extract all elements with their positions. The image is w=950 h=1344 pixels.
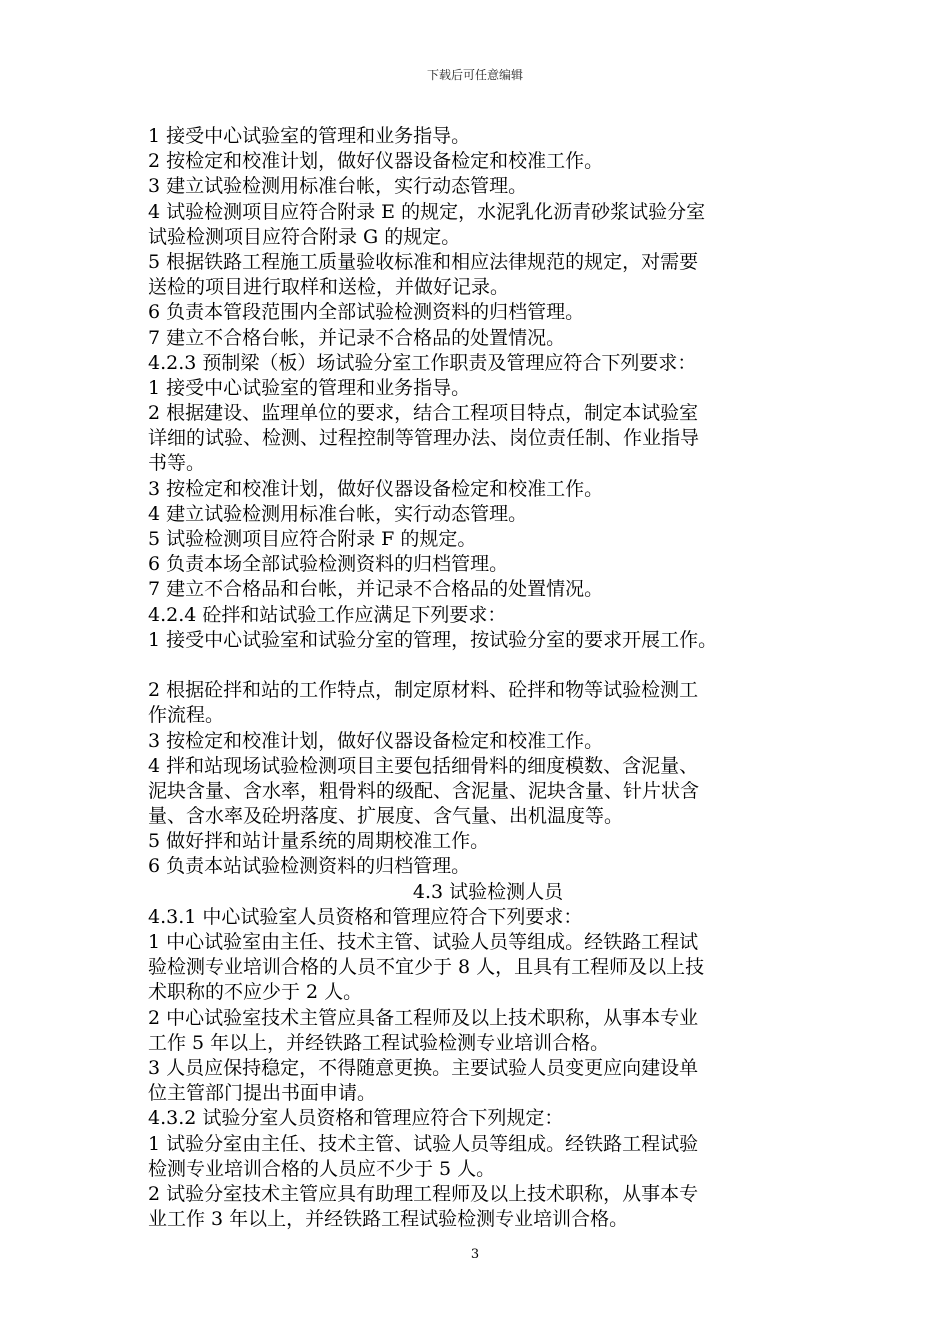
text-line: 2 根据建设、监理单位的要求，结合工程项目特点，制定本试验室: [148, 402, 699, 425]
text-line: 工作 5 年以上，并经铁路工程试验检测专业培训合格。: [148, 1031, 610, 1054]
text-line: 详细的试验、检测、过程控制等管理办法、岗位责任制、作业指导: [148, 427, 700, 450]
text-line: 作流程。: [148, 704, 225, 727]
text-line: 4.3.1 中心试验室人员资格和管理应符合下列要求：: [148, 905, 583, 928]
text-line: 2 根据砼拌和站的工作特点，制定原材料、砼拌和物等试验检测工: [148, 679, 699, 702]
text-line: 2 试验分室技术主管应具有助理工程师及以上技术职称，从事本专: [148, 1182, 699, 1205]
text-line: 4 拌和站现场试验检测项目主要包括细骨料的细度模数、含泥量、: [148, 754, 699, 777]
text-line: 检测专业培训合格的人员应不少于 5 人。: [148, 1157, 496, 1180]
text-line: 6 负责本场全部试验检测资料的归档管理。: [148, 553, 509, 576]
text-line: 5 试验检测项目应符合附录 F 的规定。: [148, 528, 477, 550]
text-line: 7 建立不合格台帐，并记录不合格品的处置情况。: [148, 326, 566, 349]
text-line: 试验检测项目应符合附录 G 的规定。: [148, 225, 461, 248]
text-line: 3 按检定和校准计划，做好仪器设备检定和校准工作。: [148, 729, 604, 752]
document-body: [148, 124, 828, 1232]
text-line: 3 人员应保持稳定，不得随意更换。主要试验人员变更应向建设单: [148, 1056, 699, 1079]
page-number: 3: [470, 1247, 480, 1262]
text-line: 书等。: [148, 452, 206, 475]
text-line: 3 按检定和校准计划，做好仪器设备检定和校准工作。: [148, 477, 604, 500]
text-line: 4.2.4 砼拌和站试验工作应满足下列要求：: [148, 603, 507, 626]
text-line: 4.3.2 试验分室人员资格和管理应符合下列规定：: [148, 1107, 564, 1130]
text-line: 5 做好拌和站计量系统的周期校准工作。: [148, 830, 490, 853]
text-line: 送检的项目进行取样和送检，并做好记录。: [148, 276, 510, 299]
text-line: 2 中心试验室技术主管应具备工程师及以上技术职称，从事本专业: [148, 1006, 699, 1029]
text-line: 7 建立不合格品和台帐，并记录不合格品的处置情况。: [148, 578, 604, 601]
text-line: 6 负责本管段范围内全部试验检测资料的归档管理。: [148, 301, 585, 324]
text-line: 量、含水率及砼坍落度、扩展度、含气量、出机温度等。: [148, 805, 624, 828]
text-line: 6 负责本站试验检测资料的归档管理。: [148, 855, 471, 878]
text-line: 1 接受中心试验室的管理和业务指导。: [148, 376, 471, 399]
text-line: 5 根据铁路工程施工质量验收标准和相应法律规范的规定，对需要: [148, 250, 699, 273]
text-line: 4.2.3 预制梁（板）场试验分室工作职责及管理应符合下列要求：: [148, 351, 697, 374]
section-heading: 4.3 试验检测人员: [412, 880, 564, 903]
text-line: 1 中心试验室由主任、技术主管、试验人员等组成。经铁路工程试: [148, 931, 699, 953]
text-line: 业工作 3 年以上，并经铁路工程试验检测专业培训合格。: [148, 1208, 629, 1231]
text-line: 泥块含量、含水率，粗骨料的级配、含泥量、泥块含量、针片状含: [148, 779, 700, 802]
text-line: 3 建立试验检测用标准台帐，实行动态管理。: [148, 175, 528, 198]
text-line: 位主管部门提出书面申请。: [148, 1082, 377, 1105]
text-line: 4 试验检测项目应符合附录 E 的规定，水泥乳化沥青砂浆试验分室: [148, 200, 706, 223]
text-line: 验检测专业培训合格的人员不宜少于 8 人，且具有工程师及以上技: [148, 956, 705, 979]
text-line: 1 接受中心试验室和试验分室的管理，按试验分室的要求开展工作。: [148, 628, 718, 651]
text-line: [148, 653, 828, 678]
text-line: 1 接受中心试验室的管理和业务指导。: [148, 125, 471, 147]
text-line: 4 建立试验检测用标准台帐，实行动态管理。: [148, 502, 528, 525]
text-line: 2 按检定和校准计划，做好仪器设备检定和校准工作。: [148, 150, 604, 173]
page-header: 下载后可任意编辑: [426, 68, 523, 82]
text-line: 1 试验分室由主任、技术主管、试验人员等组成。经铁路工程试验: [148, 1132, 699, 1155]
text-line: 术职称的不应少于 2 人。: [148, 981, 363, 1004]
